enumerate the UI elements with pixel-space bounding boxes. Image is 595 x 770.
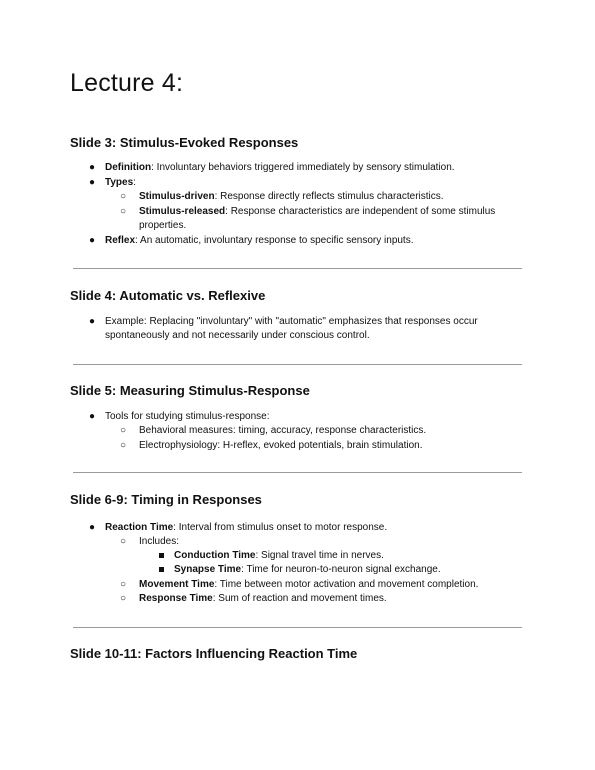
term-text: : bbox=[133, 177, 136, 188]
list-item-reaction-time bbox=[105, 521, 387, 535]
section-divider bbox=[73, 627, 522, 628]
circle-bullet-icon: ○ bbox=[120, 206, 127, 217]
square-bullet-icon bbox=[159, 553, 164, 558]
list-item-response-time bbox=[139, 592, 387, 606]
section-divider bbox=[73, 268, 522, 269]
list-item-movement-time bbox=[139, 578, 478, 592]
term-label: Stimulus-released bbox=[139, 206, 226, 217]
list-item-electrophysiology: Electrophysiology: H-reflex, evoked potentials, brain stimulation. bbox=[139, 440, 423, 451]
term-text: : Time for neuron-to-neuron signal exchange. bbox=[241, 564, 441, 575]
list-item-definition bbox=[105, 161, 455, 175]
bullet-icon: ● bbox=[89, 235, 96, 246]
term-label: Types bbox=[105, 177, 134, 188]
bullet-icon: ● bbox=[89, 316, 96, 327]
list-item-synapse-time bbox=[174, 563, 441, 577]
term-text: : Involuntary behaviors triggered immediately by sensory stimulation. bbox=[151, 162, 455, 173]
term-label: Definition bbox=[105, 162, 152, 173]
term-text: : An automatic, involuntary response to specific sensory inputs. bbox=[135, 235, 414, 246]
term-label: Response Time bbox=[139, 593, 213, 604]
list-item-continuation: properties. bbox=[139, 220, 187, 231]
list-item-stimulus-released bbox=[139, 205, 495, 219]
slide-10-11-heading: Slide 10-11: Factors Influencing Reaction Time bbox=[70, 646, 358, 661]
list-item-conduction-time bbox=[174, 549, 384, 563]
term-label: Reflex bbox=[105, 235, 136, 246]
slide-4-heading: Slide 4: Automatic vs. Reflexive bbox=[70, 288, 266, 303]
circle-bullet-icon: ○ bbox=[120, 191, 127, 202]
list-item-includes: Includes: bbox=[139, 536, 180, 547]
list-item-example: Example: Replacing "involuntary" with "automatic" emphasizes that responses occur bbox=[105, 316, 478, 327]
circle-bullet-icon: ○ bbox=[120, 440, 127, 451]
list-item-continuation: spontaneously and not necessarily under conscious control. bbox=[105, 330, 370, 341]
bullet-icon: ● bbox=[89, 522, 96, 533]
bullet-icon: ● bbox=[89, 162, 96, 173]
circle-bullet-icon: ○ bbox=[120, 536, 127, 547]
term-text: : Response directly reflects stimulus characteristics. bbox=[214, 191, 444, 202]
circle-bullet-icon: ○ bbox=[120, 579, 127, 590]
term-text: : Signal travel time in nerves. bbox=[255, 550, 384, 561]
list-item-types bbox=[105, 176, 136, 190]
slide-6-9-heading: Slide 6-9: Timing in Responses bbox=[70, 492, 262, 507]
bullet-icon: ● bbox=[89, 411, 96, 422]
term-text: : Time between motor activation and movement completion. bbox=[214, 579, 479, 590]
term-text: : Response characteristics are independent of some stimulus bbox=[225, 206, 496, 217]
term-label: Reaction Time bbox=[105, 522, 174, 533]
term-label: Synapse Time bbox=[174, 564, 242, 575]
term-text: : Sum of reaction and movement times. bbox=[212, 593, 387, 604]
bullet-icon: ● bbox=[89, 177, 96, 188]
square-bullet-icon bbox=[159, 567, 164, 572]
slide-3-heading: Slide 3: Stimulus-Evoked Responses bbox=[70, 135, 299, 150]
list-item-reflex bbox=[105, 234, 414, 248]
term-label: Stimulus-driven bbox=[139, 191, 215, 202]
slide-5-heading: Slide 5: Measuring Stimulus-Response bbox=[70, 383, 310, 398]
list-item-tools: Tools for studying stimulus-response: bbox=[105, 411, 270, 422]
circle-bullet-icon: ○ bbox=[120, 425, 127, 436]
term-label: Movement Time bbox=[139, 579, 215, 590]
circle-bullet-icon: ○ bbox=[120, 593, 127, 604]
section-divider bbox=[73, 472, 522, 473]
list-item-stimulus-driven bbox=[139, 190, 444, 204]
section-divider bbox=[73, 364, 522, 365]
page-title: Lecture 4: bbox=[70, 69, 184, 97]
term-text: : Interval from stimulus onset to motor response. bbox=[173, 522, 388, 533]
list-item-behavioral: Behavioral measures: timing, accuracy, response characteristics. bbox=[139, 425, 427, 436]
term-label: Conduction Time bbox=[174, 550, 256, 561]
